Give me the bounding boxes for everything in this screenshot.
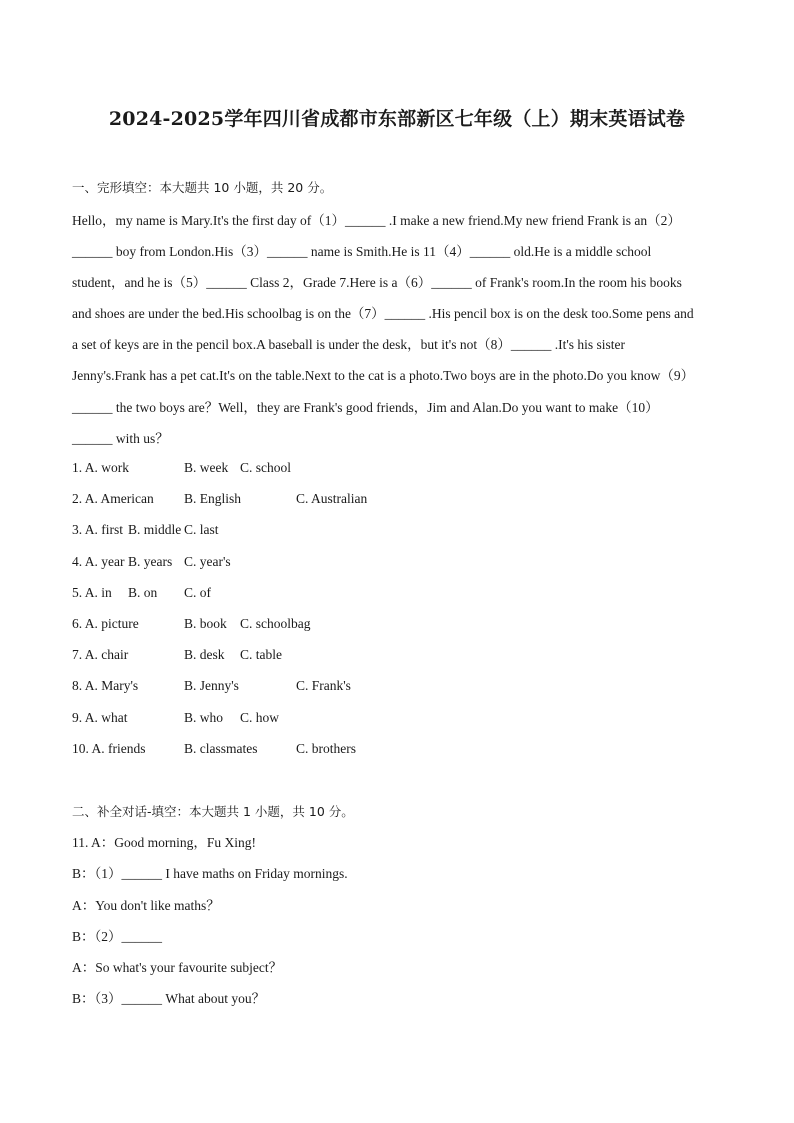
option-row (72, 452, 724, 483)
option-row (72, 546, 724, 577)
option-a: 6. A. picture (72, 615, 139, 631)
dialogue-line: A：You don't like maths？ (72, 897, 220, 913)
passage-line: student，and he is（5）______ Class 2，Grade 7.Here is a（6）______ of Frank's room.In the room his books (72, 275, 682, 291)
option-b: B. on (128, 584, 158, 600)
passage-line: and shoes are under the bed.His schoolbag is on the（7）______ .His pencil box is on the desk too.Some pens and (72, 306, 694, 322)
section-heading-dialogue: 二、补全对话-填空：本大题共 1 小题，共 10 分。 (72, 804, 354, 819)
option-a: 4. A. year (72, 553, 125, 569)
dialogue-line: B：（3）______ What about you？ (72, 991, 266, 1007)
option-row (72, 733, 724, 764)
passage-line: ______ the two boys are？Well，they are Frank's good friends，Jim and Alan.Do you want to make（10） (72, 399, 659, 415)
option-c: C. brothers (296, 740, 356, 756)
option-a: 8. A. Mary's (72, 678, 139, 694)
option-a: 2. A. American (72, 491, 154, 507)
option-b: B. middle (128, 522, 182, 538)
option-a: 3. A. first (72, 522, 124, 538)
option-a: 7. A. chair (72, 647, 129, 663)
passage-line: a set of keys are in the pencil box.A baseball is under the desk，but it's not（8）______ .It's his sister (72, 337, 626, 353)
option-c: C. how (240, 709, 280, 725)
option-row (72, 483, 724, 514)
option-a: 9. A. what (72, 709, 128, 725)
option-a: 5. A. in (72, 584, 112, 600)
option-row (72, 577, 724, 608)
option-b: B. English (184, 491, 242, 507)
section-heading-cloze: 一、完形填空：本大题共 10 小题，共 20 分。 (72, 180, 333, 195)
dialogue-line: 11. A：Good morning，Fu Xing! (72, 835, 257, 850)
option-row (72, 639, 724, 670)
passage-line: Hello，my name is Mary.It's the first day of（1）______ .I make a new friend.My new friend Frank is an（2） (72, 213, 681, 228)
option-b: B. years (128, 553, 173, 569)
option-c: C. Australian (296, 491, 368, 507)
option-c: C. school (240, 460, 292, 475)
option-c: C. schoolbag (240, 615, 311, 631)
option-a: 1. A. work (72, 460, 129, 475)
option-c: C. last (184, 522, 219, 538)
option-row (72, 670, 724, 701)
option-c: C. of (184, 584, 211, 600)
option-b: B. week (184, 460, 229, 475)
option-b: B. desk (184, 647, 225, 663)
dialogue-line: B：（2）______ (72, 928, 163, 944)
page-title: 2024-2025学年四川省成都市东部新区七年级（上）期末英语试卷 (108, 108, 686, 130)
option-c: C. table (240, 647, 282, 663)
passage-line: Jenny's.Frank has a pet cat.It's on the table.Next to the cat is a photo.Two boys are in the photo.Do you know（9） (72, 368, 695, 384)
dialogue (72, 827, 724, 1015)
option-b: B. book (184, 615, 227, 631)
dialogue-line: A：So what's your favourite subject？ (72, 960, 283, 976)
option-c: C. Frank's (296, 678, 351, 694)
option-b: B. who (184, 709, 224, 725)
option-b: B. Jenny's (184, 678, 239, 694)
dialogue-line: B：（1）______ I have maths on Friday mornings. (72, 866, 348, 882)
option-row (72, 702, 724, 733)
passage-line: ______ boy from London.His（3）______ name is Smith.He is 11（4）______ old.He is a middle school (72, 244, 652, 260)
passage-line: ______ with us？ (72, 430, 169, 446)
cloze-options (72, 452, 724, 764)
cloze-passage (72, 205, 724, 454)
option-row (72, 514, 724, 545)
option-b: B. classmates (184, 740, 258, 756)
option-a: 10. A. friends (72, 740, 146, 756)
option-c: C. year's (184, 553, 231, 569)
option-row (72, 608, 724, 639)
